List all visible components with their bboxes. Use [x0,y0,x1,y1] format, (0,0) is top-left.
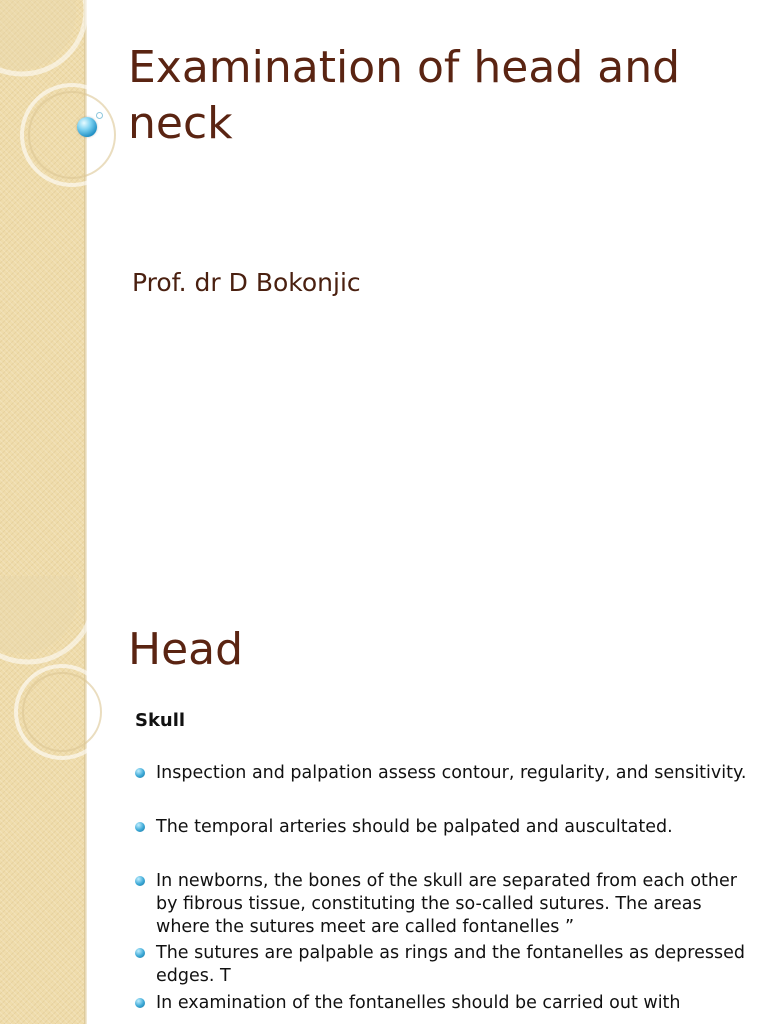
blue-orb-icon [77,117,97,137]
bullet-text: In examination of the fontanelles should be carried out with [156,993,681,1013]
small-ring-icon [96,112,103,119]
bullet-text: The temporal arteries should be palpated and auscultated. [156,817,673,837]
section-heading-skull: Skull [135,710,186,731]
side-strip-edge [84,0,87,576]
bullet-dot-icon [135,948,145,958]
bullet-list [135,762,750,1015]
slide-title-heading: Head [128,624,244,675]
decorative-side-strip [0,576,84,1024]
side-strip-edge [84,576,87,1024]
list-item [135,992,750,1015]
bullet-text: In newborns, the bones of the skull are separated from each other by fibrous tissue, constituting the so-called sutures. The areas where the sutures meet are called fontanelles ” [156,871,737,937]
slide-title-heading: Examination of head and neck [128,42,681,149]
list-item [135,870,750,939]
bullet-dot-icon [135,822,145,832]
bullet-text: Inspection and palpation assess contour, regularity, and sensitivity. [156,763,747,783]
list-item [135,942,750,988]
bullet-dot-icon [135,768,145,778]
bullet-dot-icon [135,998,145,1008]
slide-subtitle-author: Prof. dr D Bokonjic [132,268,361,297]
list-item [135,816,750,839]
slide-head [0,576,768,1024]
list-item [135,762,750,785]
bullet-dot-icon [135,876,145,886]
bullet-text: The sutures are palpable as rings and the fontanelles as depressed edges. T [156,943,745,986]
decorative-side-strip [0,0,84,576]
